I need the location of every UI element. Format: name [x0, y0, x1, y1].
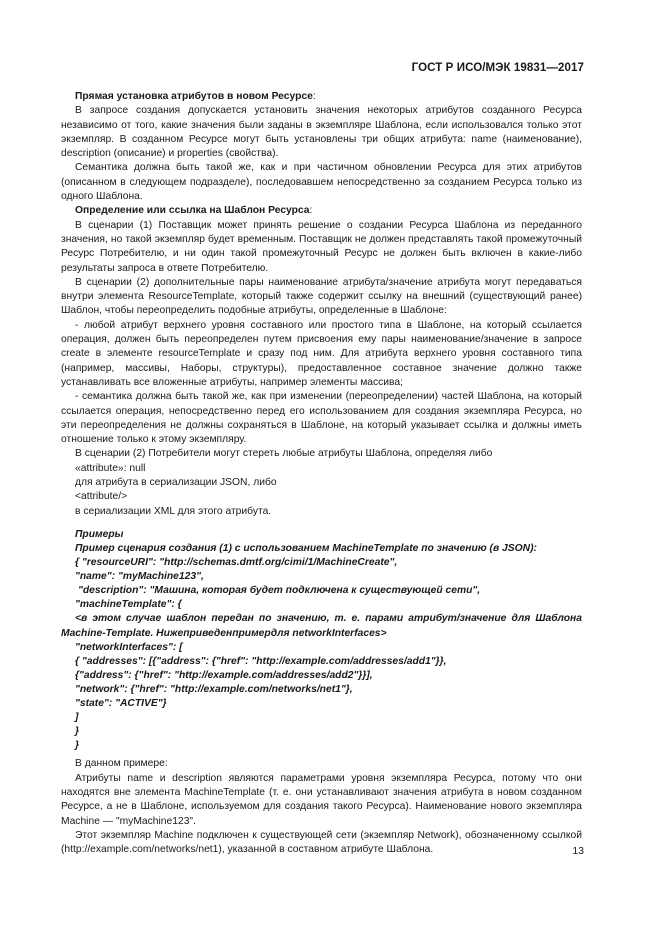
paragraph: В сценарии (2) дополнительные пары наименование атрибута/значение атрибута могут передаваться внутри элемента ResourceTemplate, который также содержит ссылку на внешний (существующий ранее) Шаблон, чтобы переопределить подобные атрибуты, определенные в Шаблоне:	[61, 276, 582, 317]
section-heading	[61, 90, 582, 104]
paragraph: В сценарии (1) Поставщик может принять решение о создании Ресурса Шаблона из переданного значения, но такой экземпляр будет временным. Поставщик не должен представлять такой промежуточный Ресурс Потребителю, и ни один такой промежуточный Ресурс не должен быть включен в какие-либо результаты запроса в ответе Потребителю.	[61, 219, 582, 274]
example-code-line: "name": "myMachine123",	[75, 571, 204, 583]
paragraph: В запросе создания допускается установить значения некоторых атрибутов созданного Ресурса независимо от того, какие значения были заданы в экземпляре Шаблона, если использовался только этот экземпляр. В созданном Ресурсе могут быть установлены три общих атрибута: name (наименование), description (описание) и properties (свойства).	[61, 105, 582, 160]
list-item: - семантика должна быть такой же, как при изменении (переопределении) частей Шаблона, на который ссылается операция, непосредственно перед его использованием для создания экземпляра Ресурса, но эти переопределения не должны сохраняться в Шаблоне, на который указывает ссылка и должны иметь отношение только к этому экземпляру.	[61, 391, 582, 446]
examples-title: Примеры	[75, 528, 124, 540]
section-heading	[61, 204, 582, 218]
list-item: - любой атрибут верхнего уровня составного или простого типа в Шаблоне, на который ссылается операция, должен быть переопределен путем присвоения ему пары наименование/значение в запросе create в элементе resourceTemplate и сразу под ним. Для атрибута верхнего уровня составного типа (например, массивы, Наборы, структуры), предоставленное составное значение должно также устанавливать все вложенные атрибуты, например элементы массива;	[61, 319, 582, 388]
example-code-line: "state": "ACTIVE"}	[75, 698, 167, 710]
section-heading-text: Прямая установка атрибутов в новом Ресурсе	[75, 91, 313, 102]
example-code-line: ]	[75, 712, 79, 724]
example-code-line: }	[75, 740, 80, 752]
example-code-line: "networkInterfaces": [	[75, 641, 183, 653]
example-code-line: {"address": {"href": "http://example.com/addresses/add2"}}],	[75, 669, 373, 681]
paragraph: Атрибуты name и description являются параметрами уровня экземпляра Ресурса, потому что они находятся вне элемента MachineTemplate (т. е. они устанавливают значения атрибута в новом созданном Ресурсе, а не в Шаблоне, используемом для создания такого Ресурса). Наименование нового экземпляра Machine — "myMachine123".	[61, 772, 582, 827]
code-line: для атрибута в сериализации JSON, либо	[75, 477, 277, 489]
code-line: <attribute/>	[75, 491, 128, 503]
paragraph: Этот экземпляр Machine подключен к существующей сети (экземпляр Network), обозначенному ссылкой (http://example.com/networks/net1), указанной в составном атрибуте Шаблона.	[61, 829, 582, 856]
example-code-line: <в этом случае шаблон передан по значению, т. е. парами атрибут/значение для Шаблона Machine-Template. Нижеприведенпримердля networkInterfaces>	[61, 613, 582, 639]
heading-colon: :	[309, 205, 313, 217]
example-code-line: "description": "Машина, которая будет подключена к существующей сети",	[78, 585, 481, 597]
page-content	[61, 90, 582, 857]
code-line: в сериализации XML для этого атрибута.	[75, 505, 272, 517]
paragraph: В сценарии (2) Потребители могут стереть любые атрибуты Шаблона, определяя либо	[75, 448, 493, 460]
paragraph: В данном примере:	[75, 758, 168, 770]
document-header: ГОСТ Р ИСО/МЭК 19831—2017	[411, 62, 584, 74]
example-code-line: "machineTemplate": {	[75, 599, 182, 611]
example-explanation	[61, 757, 582, 857]
example-code-line: { "resourceURI": "http://schemas.dmtf.org/cimi/1/MachineCreate",	[75, 557, 398, 569]
examples-block	[61, 528, 582, 754]
paragraph: Семантика должна быть такой же, как и при частичном обновлении Ресурса для этих атрибутов (описанном в следующем подразделе), последовавшем непосредственно за созданием Ресурса только из одного Шаблона.	[61, 162, 582, 203]
heading-colon: :	[312, 91, 316, 102]
page-number: 13	[572, 845, 584, 857]
code-line: «attribute»: null	[75, 462, 146, 474]
example-code-line: "network": {"href": "http://example.com/networks/net1"},	[75, 683, 353, 695]
examples-subtitle: Пример сценария создания (1) с использованием MachineTemplate по значению (в JSON):	[75, 543, 537, 554]
example-code-line: { "addresses": [{"address": {"href": "http://example.com/addresses/add1"}},	[75, 655, 447, 667]
example-code-line: }	[75, 726, 80, 738]
section-heading-text: Определение или ссылка на Шаблон Ресурса	[75, 205, 310, 217]
